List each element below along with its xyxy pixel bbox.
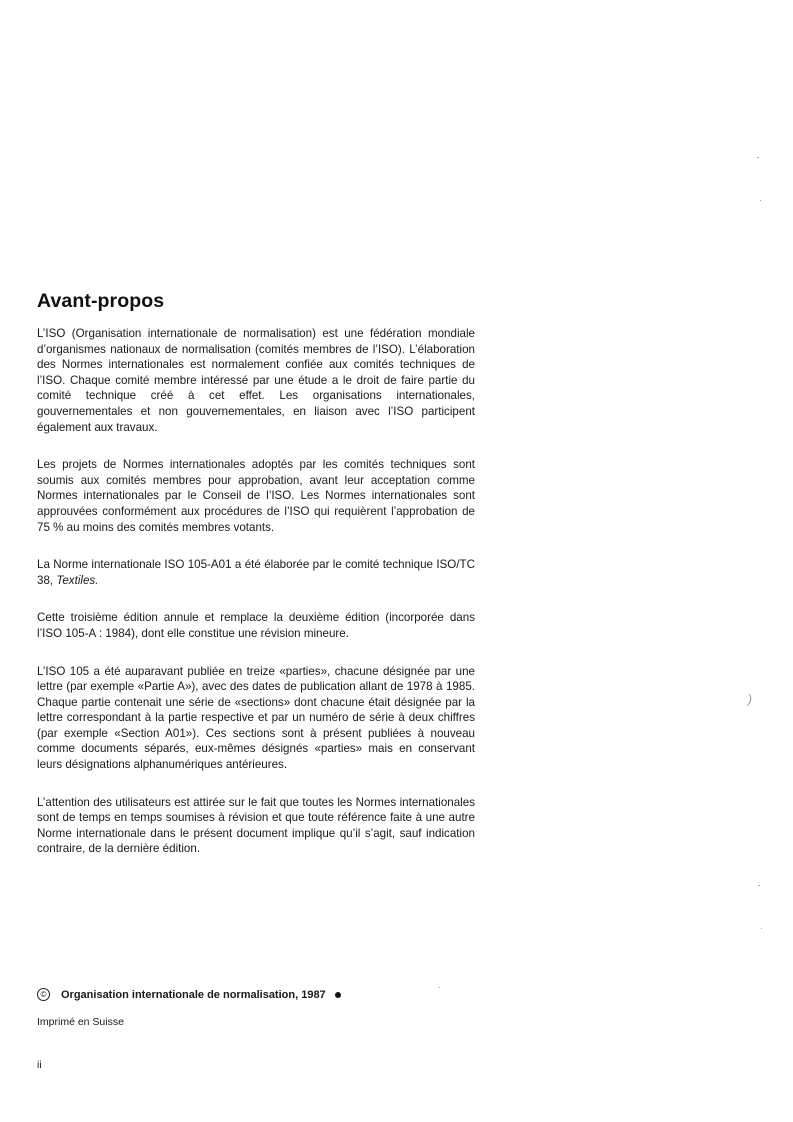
paragraph-publication-history: L’ISO 105 a été auparavant publiée en treize «parties», chacune désignée par une lettre (par exemple «Partie A»), avec des dates de publication allant de 1978 à 1985. Chaque partie contenait une série de «sections» dont chacune était désignée par la lettre correspondant à la partie respective et par un numéro de série à deux chiffres (par exemple «Section A01»). Ces sections sont à présent publiées à nouveau comme documents séparés, eux-mêmes désignés «parties» mais en conservant leurs désignations alphanumériques antérieures. [37, 664, 475, 772]
copyright-line [37, 988, 341, 1001]
paragraph-iso-organisation: L’ISO (Organisation internationale de normalisation) est une fédération mondiale d’organismes nationaux de normalisation (comités membres de l’ISO). L’élaboration des Normes internationales est normalement confiée aux comités techniques de l’ISO. Chaque comité membre intéressé par une étude a le droit de faire partie du comité technique créé à cet effet. Les organisations internationales, gouvernementales et non gouvernementales, en liaison avec l’ISO participent également aux travaux. [37, 327, 475, 434]
paragraph-technical-committee-text: La Norme internationale ISO 105-A01 a été élaborée par le comité technique ISO/TC 38, [37, 558, 475, 587]
margin-mark: ) [748, 692, 752, 706]
scan-speck [439, 987, 440, 988]
paragraph-draft-approval: Les projets de Normes internationales adoptés par les comités techniques sont soumis aux comités membres pour approbation, avant leur acceptation comme Normes internationales par le Conseil de l’ISO. Les Normes internationales sont approuvées conformément aux procédures de l’ISO qui requièrent l’approbation de 75 % au moins des comités membres votants. [37, 458, 475, 534]
scan-speck [757, 157, 759, 158]
scan-speck [760, 200, 761, 201]
bullet-icon [335, 992, 341, 998]
foreword-body [37, 326, 475, 879]
printed-in: Imprimé en Suisse [37, 1016, 124, 1028]
page-number: ii [37, 1059, 42, 1071]
copyright-icon: © [37, 988, 50, 1001]
page-title: Avant-propos [37, 290, 165, 312]
paragraph-edition-note: Cette troisième édition annule et remplace la deuxième édition (incorporée dans l’ISO 105-A : 1984), dont elle constitue une révision mineure. [37, 611, 475, 640]
paragraph-technical-committee [37, 557, 475, 588]
scan-speck [758, 885, 760, 886]
copyright-text: Organisation internationale de normalisation, 1987 [61, 988, 326, 1001]
scan-speck [761, 928, 762, 929]
committee-title: Textiles. [56, 573, 99, 587]
paragraph-revision-notice: L’attention des utilisateurs est attirée sur le fait que toutes les Normes internationales sont de temps en temps soumises à révision et que toute référence faite à une autre Norme internationale dans le présent document implique qu’il s’agit, sauf indication contraire, de la dernière édition. [37, 795, 475, 856]
